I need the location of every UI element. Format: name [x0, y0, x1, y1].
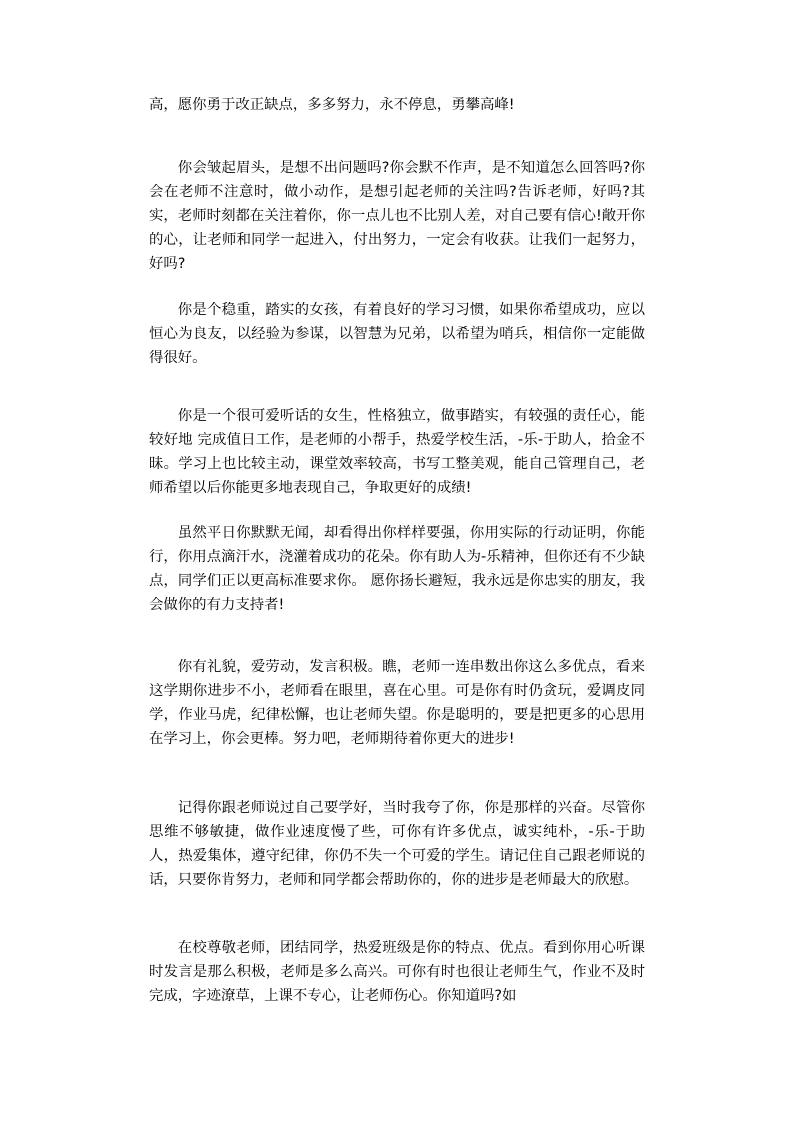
- paragraph-5: 虽然平日你默默无闻，却看得出你样样要强，你用实际的行动证明，你能行，你用点滴汗水，浇灌着成功的花朵。你有助人为-乐精神，但你还有不少缺点，同学们正以更高标准要求你。 愿你扬长避短，我永远是你忠实的朋友，我会做你的有力支持者!: [149, 525, 645, 613]
- paragraph-8: 在校尊敬老师，团结同学，热爱班级是你的特点、优点。看到你用心听课时发言是那么积极，老师是多么高兴。可你有时也很让老师生气，作业不及时完成，字迹潦草，上课不专心，让老师伤心。你知道吗?如: [149, 940, 645, 1004]
- paragraph-2: 你会皱起眉头，是想不出问题吗?你会默不作声，是不知道怎么回答吗?你会在老师不注意时，做小动作，是想引起老师的关注吗?告诉老师，好吗?其实，老师时刻都在关注着你，你一点儿也不比别人差，对自己要有信心!敞开你的心，让老师和同学一起进入，付出努力，一定会有收获。让我们一起努力，好吗?: [149, 160, 645, 272]
- paragraph-7: 记得你跟老师说过自己要学好，当时我夸了你，你是那样的兴奋。尽管你思维不够敏捷，做作业速度慢了些，可你有许多优点，诚实纯朴，-乐-于助人，热爱集体，遵守纪律，你仍不失一个可爱的学生。请记住自己跟老师说的话，只要你肯努力，老师和同学都会帮助你的，你的进步是老师最大的欣慰。: [149, 800, 645, 888]
- paragraph-4: 你是一个很可爱听话的女生，性格独立，做事踏实，有较强的责任心，能较好地 完成值日工作，是老师的小帮手，热爱学校生活，-乐-于助人，拾金不昧。学习上也比较主动，课堂效率较高，书写工整美观，能自己管理自己，老师希望以后你能更多地表现自己，争取更好的成绩!: [149, 408, 645, 496]
- paragraph-1: 高，愿你勇于改正缺点，多多努力，永不停息，勇攀高峰!: [149, 97, 515, 113]
- paragraph-6: 你有礼貌，爱劳动，发言积极。瞧，老师一连串数出你这么多优点，看来这学期你进步不小，老师看在眼里，喜在心里。可是你有时仍贪玩，爱调皮同学，作业马虎，纪律松懈，也让老师失望。你是聪明的，要是把更多的心思用在学习上，你会更棒。努力吧，老师期待着你更大的进步!: [149, 659, 645, 747]
- paragraph-3: 你是个稳重，踏实的女孩，有着良好的学习习惯，如果你希望成功，应以恒心为良友，以经验为参谋，以智慧为兄弟，以希望为哨兵，相信你一定能做得很好。: [149, 302, 645, 366]
